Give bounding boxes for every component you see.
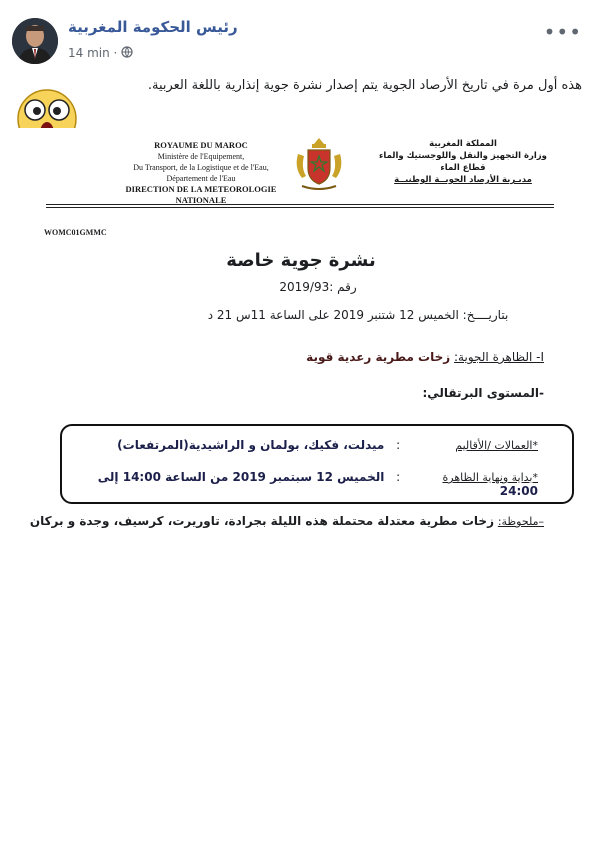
lh-fr-line3: Du Transport, de la Logistique et de l'Eau, [133, 163, 269, 172]
alert-details-box [60, 424, 574, 504]
post-text: هذه أول مرة في تاريخ الأرصاد الجوية يتم إصدار نشرة جوية إنذارية باللغة العربية. [147, 78, 582, 93]
meta-separator: · [113, 46, 118, 60]
phenomenon-label: I- الظاهرة الجوية: [454, 350, 544, 364]
lh-ar-line3: قطاع الماء [440, 163, 486, 173]
lh-fr-line1: ROYAUME DU MAROC [154, 140, 248, 150]
post-time[interactable]: 14 min [68, 46, 110, 60]
more-options-icon[interactable]: ••• [543, 20, 582, 44]
note-value: زخات مطرية معتدلة محتملة هذه الليلة بجرادة، تاوريرت، كرسيف، وجدة و بركان [29, 514, 494, 528]
prefectures-value: ميدلت، فكيك، بولمان و الراشيدية(المرتفعات) [117, 438, 385, 452]
bulletin-date: بتاريــــخ: الخميس 12 شتنبر 2019 على الساعة 11س 21 د [207, 308, 509, 322]
bulletin-title: نشرة جوية خاصة [226, 250, 376, 271]
lh-fr-line2: Ministère de l'Equipement, [157, 152, 245, 161]
letterhead-arabic [368, 138, 558, 186]
lh-fr-line4: Département de l'Eau [166, 174, 236, 183]
avatar[interactable] [12, 18, 58, 64]
phenomenon-value: زخات مطرية رعدية قوية [306, 350, 451, 364]
prefectures-label: *العمالات /الأقاليم [455, 439, 538, 452]
profile-photo [12, 18, 58, 64]
note-label: –ملحوظة: [497, 515, 544, 528]
divider [46, 207, 554, 208]
lh-ar-line2: وزارة التجهيز والنقل واللوجستيك والماء [379, 151, 547, 161]
alert-level-label: -المستوى البرتقالي: [422, 386, 544, 400]
colon: : [396, 438, 401, 452]
period-value: الخميس 12 سبتمبر 2019 من الساعة 14:00 إلى 24:00 [97, 470, 538, 498]
divider [46, 204, 554, 205]
bulletin-number: رقم :2019/93 [279, 280, 357, 294]
phenomenon-row [306, 350, 544, 364]
prefectures-row [68, 438, 538, 452]
note-row [30, 514, 544, 528]
post-meta [68, 46, 133, 61]
coat-of-arms-emblem [288, 134, 350, 196]
post-header [0, 0, 596, 70]
bulletin-reference: WOMC01GMMC [44, 228, 107, 237]
globe-icon [121, 46, 133, 61]
lh-fr-line5: DIRECTION DE LA METEOROLOGIE NATIONALE [125, 184, 277, 205]
weather-bulletin-document[interactable] [18, 128, 584, 833]
colon: : [396, 470, 401, 484]
lh-ar-line4: مديـرية الأرصاد الجويــة الوطنيــة [394, 175, 532, 185]
author-name[interactable]: رئيس الحكومة المغربية [68, 18, 238, 36]
letterhead-french [106, 140, 296, 206]
period-label: *بداية ونهاية الظاهرة [442, 471, 538, 484]
period-row [68, 470, 538, 498]
lh-ar-line1: المملكة المغربية [429, 139, 497, 149]
